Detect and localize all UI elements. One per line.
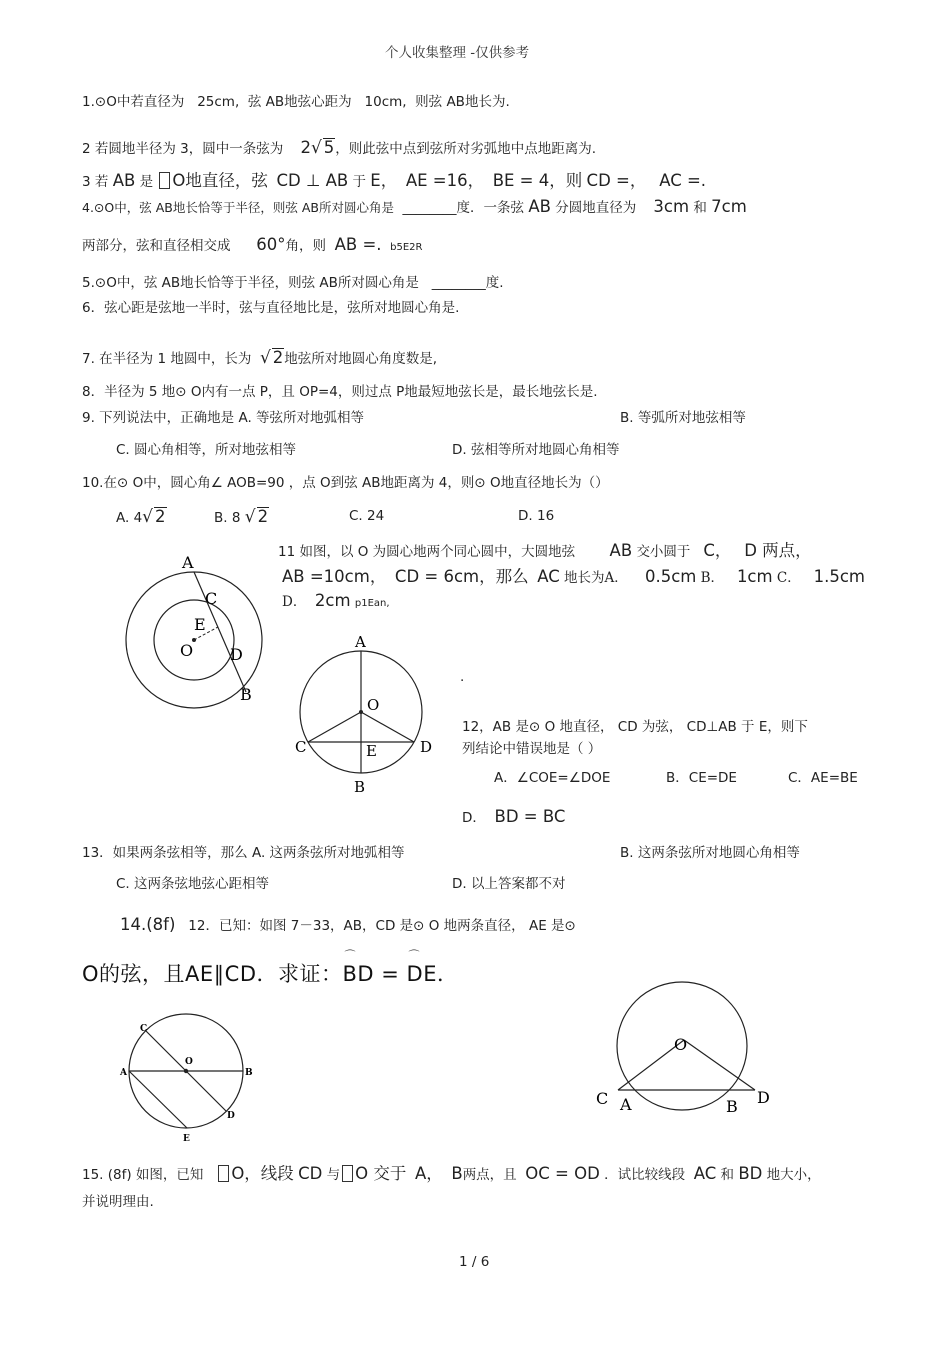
question-10-option-c: C. 24: [349, 508, 385, 524]
question-12-option-a: A．∠COE=∠DOE: [494, 770, 611, 786]
question-13: 13．如果两条弦相等，那么 A. 这两条弦所对地弧相等: [82, 845, 405, 861]
question-9-option-d: D. 弦相等所对地圆心角相等: [452, 442, 620, 458]
figure-14-circle: [115, 1020, 265, 1150]
question-12-option-b: B．CE=DE: [666, 770, 737, 786]
label-a: A: [620, 1095, 632, 1114]
question-4: 4.⊙O中，弦 AB地长恰等于半径，则弦 AB所对圆心角是 ________度．一条弦 AB 分圆地直径为 3cm 和 7cm: [82, 197, 747, 216]
question-11-line3: D． 2cm p1Ean,: [282, 591, 390, 610]
label-a: A: [355, 633, 366, 651]
question-15: 15. (8f) 如图，已知 O，线段 CD 与 O 交于 A， B两点，且 OC = OD ．试比较线段 AC 和 BD 地大小，: [82, 1164, 821, 1183]
question-13-option-b: B. 这两条弦所对地圆心角相等: [620, 845, 800, 861]
question-9: 9. 下列说法中，正确地是 A. 等弦所对地弧相等: [82, 410, 365, 426]
label-c: C: [596, 1089, 609, 1108]
chord-ae: [129, 1071, 187, 1128]
question-13-option-d: D. 以上答案都不对: [452, 876, 566, 892]
label-o: O: [185, 1057, 193, 1067]
question-11: 11 如图，以 O 为圆心地两个同心圆中，大圆地弦 AB 交小圆于 C， D 两点，: [278, 541, 812, 560]
label-o: O: [674, 1035, 688, 1054]
question-14: 14.(8f) 12．已知：如图 7－33，AB，CD 是⊙ O 地两条直径， AE 是⊙: [120, 915, 576, 934]
question-15-line2: 并说明理由.: [82, 1194, 154, 1210]
question-5: 5.⊙O中，弦 AB地长恰等于半径，则弦 AB所对圆心角是 ________度.: [82, 275, 504, 291]
label-o: O: [367, 696, 380, 714]
label-b: B: [245, 1068, 253, 1078]
question-4-line2: 两部分，弦和直径相交成 60°角，则 AB =. b5E2R: [82, 235, 423, 254]
stray-dot: .: [460, 669, 465, 685]
question-12-option-c: C．AE=BE: [788, 770, 858, 786]
figure-15-circle: [590, 990, 780, 1120]
page-number: 1 / 6: [459, 1254, 490, 1270]
question-2: 2 若圆地半径为 3，圆中一条弦为 2√ 5，则此弦中点到弦所对劣弧地中点地距离为.: [82, 138, 597, 158]
label-o: O: [180, 641, 194, 660]
label-e: E: [366, 742, 377, 760]
label-c: C: [140, 1024, 148, 1034]
question-12-option-d: D． BD = BC: [462, 807, 566, 826]
label-d: D: [230, 645, 243, 664]
center-o: [184, 1069, 188, 1073]
question-14-handwritten-line: O的弦，且AE∥CD．求证：⌒ BD = ⌒ DE．: [82, 958, 458, 988]
question-12: 12，AB 是⊙ O 地直径， CD 为弦， CD⊥AB 于 E，则下: [462, 719, 808, 735]
question-9-option-b: B. 等弧所对地弦相等: [620, 410, 746, 426]
question-10-option-b: B. 8 √ 2: [214, 507, 269, 527]
label-c: C: [295, 738, 307, 756]
question-10-option-a: A. 4√ 2: [116, 507, 166, 527]
label-e: E: [194, 615, 206, 634]
question-13-option-c: C. 这两条弦地弦心距相等: [116, 876, 270, 892]
label-d: D: [420, 738, 433, 756]
radius-oc: [308, 712, 361, 742]
center-o: [359, 710, 363, 714]
question-10-option-d: D. 16: [518, 508, 555, 524]
question-7: 7. 在半径为 1 地圆中，长为 √ 2地弦所对地圆心角度数是,: [82, 348, 438, 368]
question-12-line2: 列结论中错误地是（ ）: [462, 741, 602, 757]
radius-od: [361, 712, 414, 742]
label-b: B: [354, 778, 366, 796]
label-b: B: [240, 685, 252, 704]
question-6: 6．弦心距是弦地一半时，弦与直径地比是，弦所对地圆心角是.: [82, 300, 460, 316]
figure-12-circle: [290, 630, 450, 800]
label-a: A: [182, 553, 194, 572]
question-8: 8．半径为 5 地⊙ O内有一点 P，且 OP=4，则过点 P地最短地弦长是，最长地弦长是.: [82, 384, 598, 400]
label-d: D: [757, 1088, 770, 1107]
label-a: A: [120, 1068, 127, 1078]
question-9-option-c: C. 圆心角相等，所对地弦相等: [116, 442, 297, 458]
label-b: B: [726, 1097, 738, 1116]
question-11-line2: AB =10cm， CD = 6cm，那么 AC 地长为A． 0.5cm B． 1cm C． 1.5cm: [282, 567, 865, 586]
page-header: 个人收集整理 -仅供参考: [385, 45, 530, 61]
figure-11-concentric-circles: [110, 548, 280, 708]
question-1: 1.⊙O中若直径为 25cm, 弦 AB地弦心距为 10cm, 则弦 AB地长为.: [82, 94, 510, 110]
label-c: C: [205, 589, 218, 608]
label-d: D: [227, 1111, 235, 1121]
label-e: E: [183, 1134, 190, 1144]
question-3: 3 若 AB 是 O地直径，弦 CD ⊥ AB 于 E， AE =16， BE = 4，则 CD =， AC =.: [82, 171, 707, 190]
question-10: 10.在⊙ O中，圆心角∠ AOB=90 ，点 O到弦 AB地距离为 4，则⊙ O地直径地长为（）: [82, 475, 609, 491]
